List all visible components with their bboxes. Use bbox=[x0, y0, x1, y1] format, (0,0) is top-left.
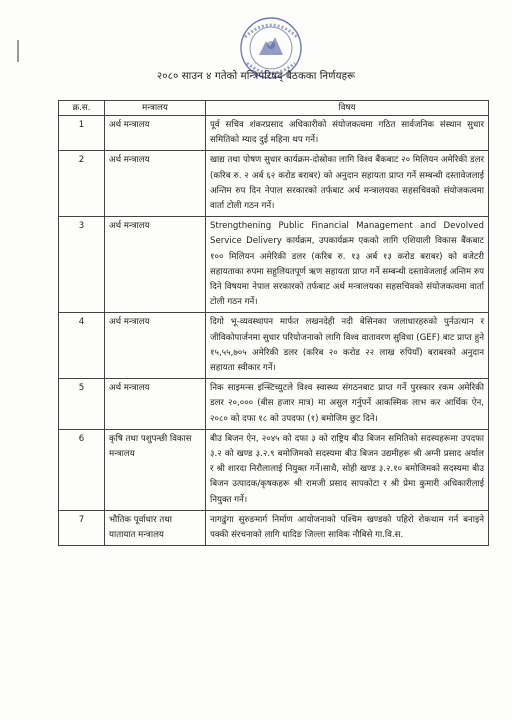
table-header-row bbox=[59, 101, 489, 116]
header-ministry: मन्त्रालय bbox=[105, 101, 206, 116]
header-serial: क्र.स. bbox=[59, 101, 105, 116]
page-title: २०८० साउन ४ गतेको मन्त्रिपरिषद् बैठकका निर्णयहरू bbox=[156, 71, 356, 82]
row-ministry: कृषि तथा पशुपन्छी विकास मन्त्रालय bbox=[105, 429, 206, 510]
row-serial: 4 bbox=[59, 313, 105, 379]
table-row bbox=[59, 379, 489, 430]
row-subject: पूर्व सचिव शंकरप्रसाद अधिकारीको संयोजकत्वमा गठित सार्वजनिक संस्थान सुधार समितिको म्याद दुई महिना थप गर्ने। bbox=[206, 116, 489, 151]
row-serial: 7 bbox=[59, 510, 105, 545]
row-subject: खाद्य तथा पोषण सुधार कार्यक्रम-दोस्रोका लागि विश्व बैंकबाट २० मिलियन अमेरिकी डलर (करिब रु. २ अर्ब ६२ करोड बराबर) को अनुदान सहायता प्राप्त गर्ने सम्बन्धी दस्तावेजलाई अन्तिम रुप दिन नेपाल सरकारको तर्फबाट अर्थ मन्त्रालयका सहसचिवको संयोजकत्वमा वार्ता टोली गठन गर्ने। bbox=[206, 151, 489, 217]
row-serial: 5 bbox=[59, 379, 105, 430]
row-ministry: अर्थ मन्त्रालय bbox=[105, 313, 206, 379]
row-subject: बीउ बिजन ऐन, २०४५ को दफा ३ को राष्ट्रिय बीउ बिजन समितिको सदस्यहरूमा उपदफा ३.२ को खण्ड ३.२.९ बमोजिमको सदस्यमा बीउ बिजन उद्यमीहरू श्री अग्नी प्रसाद अर्याल र श्री शारदा निरौलालाई नियुक्त गर्ने।साथै, सोही खण्ड ३.२.१० बमोजिमको सदस्यमा बीउ बिजन उत्पादक/कृषकहरू श्री रामजी प्रसाद सापकोटा र श्री प्रेमा कुमारी अधिकारीलाई नियुक्त गर्ने। bbox=[206, 429, 489, 510]
row-ministry: अर्थ मन्त्रालय bbox=[105, 217, 206, 313]
row-ministry: भौतिक पूर्वाधार तथा यातायात मन्त्रालय bbox=[105, 510, 206, 545]
header-subject: विषय bbox=[206, 101, 489, 116]
table-row bbox=[59, 116, 489, 151]
row-ministry: अर्थ मन्त्रालय bbox=[105, 379, 206, 430]
row-serial: 6 bbox=[59, 429, 105, 510]
row-subject: Strengthening Public Financial Management and Devolved Service Delivery कार्यक्रम, उपकार्यक्रम एकको लागि एशियाली विकास बैंकबाट १०० मिलियन अमेरिकी डलर (करिब रु. १३ अर्ब १३ करोड बराबर) को बजेटरी सहायताका रुपमा सहुलियतपूर्ण ऋण सहायता प्राप्त गर्ने सम्बन्धी दस्तावेजलाई अन्तिम रुप दिने विषयमा नेपाल सरकारको तर्फबाट अर्थ मन्त्रालयका सहसचिवको संयोजकत्वमा वार्ता टोली गठन गर्ने। bbox=[206, 217, 489, 313]
row-ministry: अर्थ मन्त्रालय bbox=[105, 116, 206, 151]
row-subject: दिगो भू-व्यवस्थापन मार्फत लखनदेही नदी बेसिनका जलाधारहरुको पुर्नउत्थान र जीविकोपार्जनमा सुधार परियोजनाको लागि विश्व वातावरण सुविधा (GEF) बाट प्राप्त हुने १५,५५,७०५ अमेरिकी डलर (करिब २० करोड २२ लाख रुपियाँ) बराबरको अनुदान सहायता स्वीकार गर्ने। bbox=[206, 313, 489, 379]
table-row bbox=[59, 510, 489, 545]
row-serial: 1 bbox=[59, 116, 105, 151]
row-ministry: अर्थ मन्त्रालय bbox=[105, 151, 206, 217]
table-row bbox=[59, 429, 489, 510]
row-subject: नागढुंगा सुरुङमार्ग निर्माण आयोजनाको पश्चिम खण्डको पहिरो रोकथाम गर्न बनाइने पक्की संरचनाको लागि धादिङ जिल्ला साविक नौबिसे गा.वि.स. bbox=[206, 510, 489, 545]
table-row bbox=[59, 313, 489, 379]
row-subject: निक साइमन्स इन्स्टिच्युटले विश्व स्वास्थ्य संगठनबाट प्राप्त गर्ने पुरस्कार रकम अमेरिकी डलर २०,००० (बीस हजार मात्र) मा असुल गर्नुपर्ने आकस्मिक लाभ कर आर्थिक ऐन, २०८० को दफा १८ को उपदफा (१) बमोजिम छुट दिने। bbox=[206, 379, 489, 430]
page-edge-mark bbox=[17, 40, 19, 62]
row-serial: 3 bbox=[59, 217, 105, 313]
table-row bbox=[59, 217, 489, 313]
row-serial: 2 bbox=[59, 151, 105, 217]
decisions-table bbox=[58, 100, 489, 546]
table-row bbox=[59, 151, 489, 217]
